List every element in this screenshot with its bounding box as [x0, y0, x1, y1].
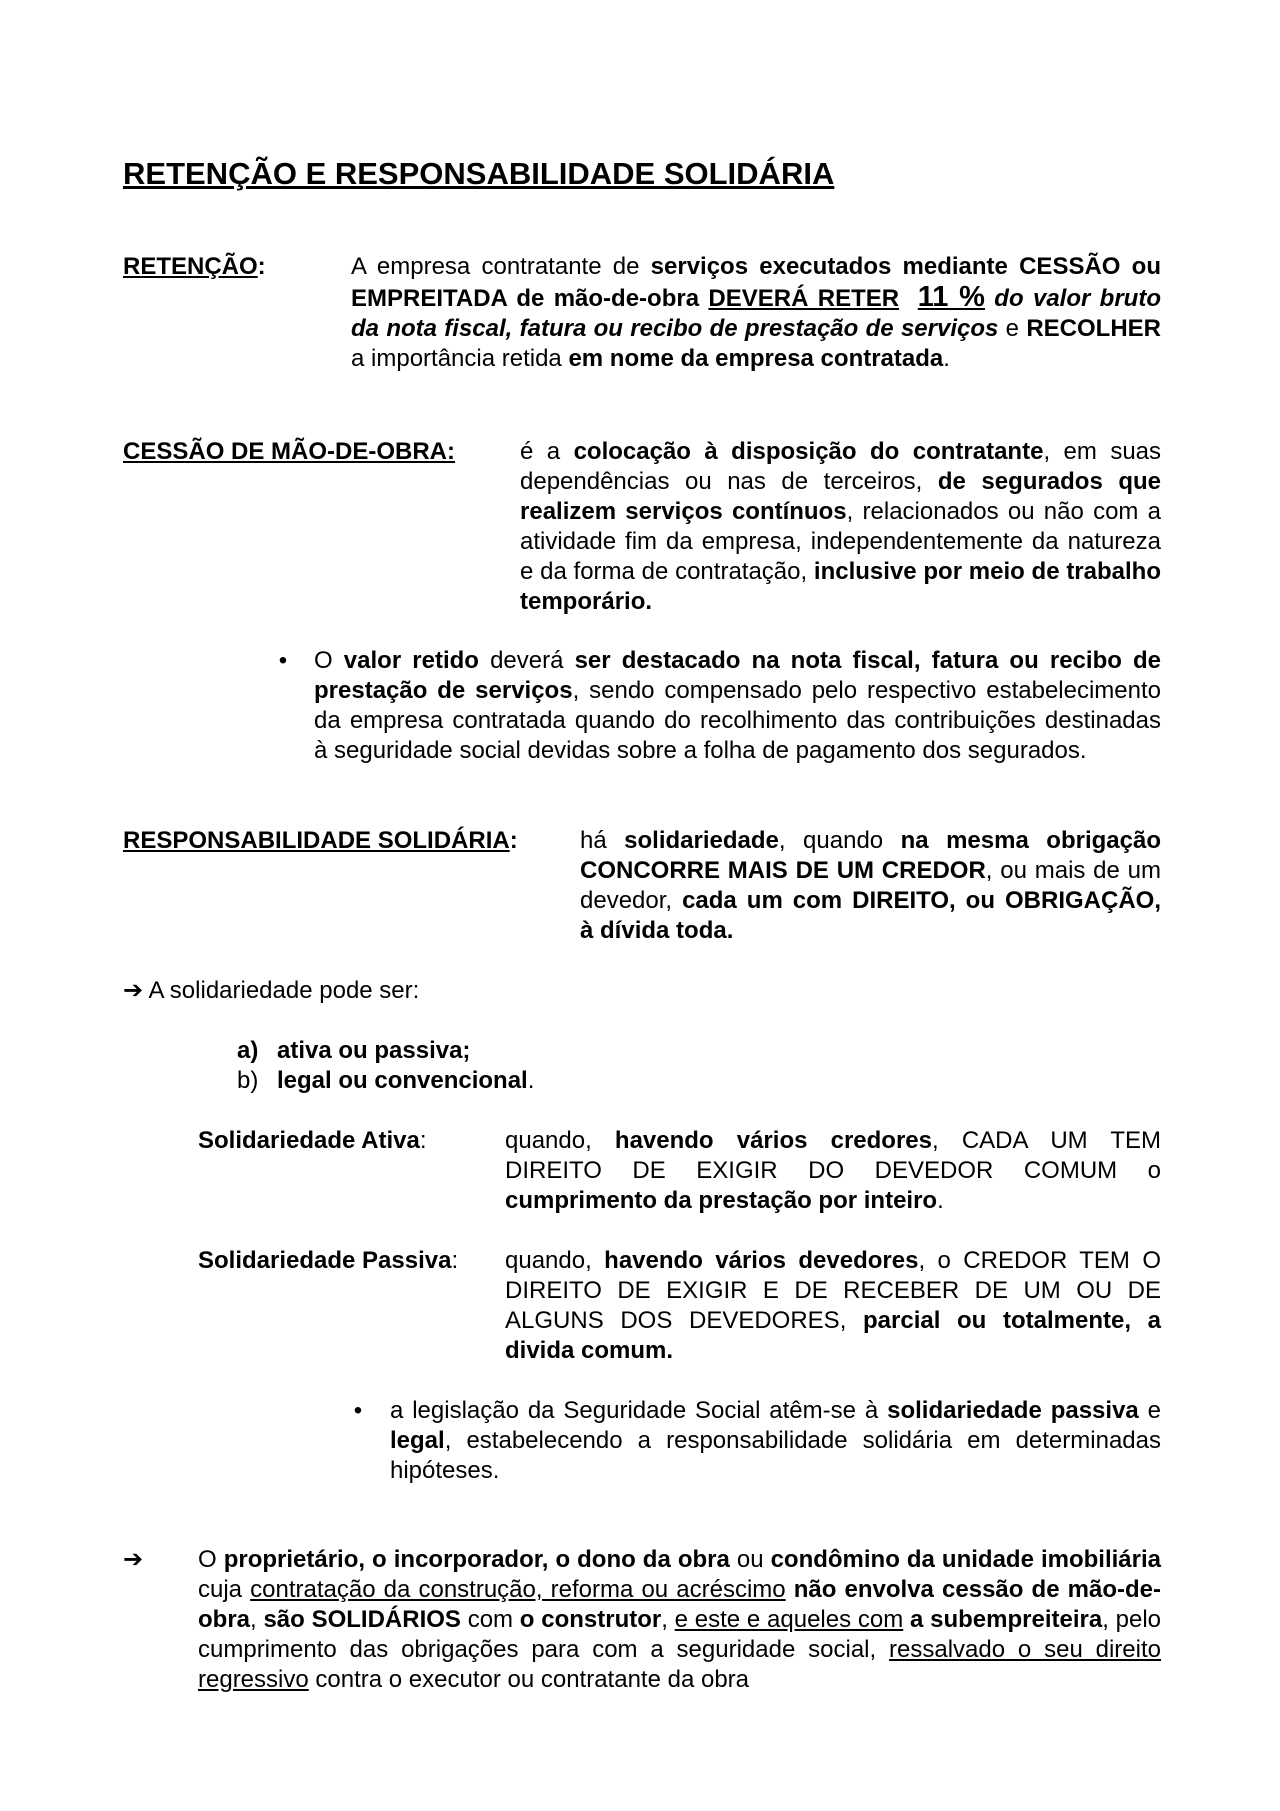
ativa-label: Solidariedade Ativa:	[198, 1127, 427, 1154]
proprietario-paragraph: O proprietário, o incorporador, o dono da obra ou condômino da unidade imobiliária cuja contratação da construção, reforma ou acréscimo não envolva cessão de mão-de-obra, são SOLIDÁRIOS com o construtor, e este e aqueles com a subempreiteira, pelo cumprimento das obrigações para com a seguridade social, ressalvado o seu direito regressivo contra o executor ou contratante da obra	[198, 1546, 1161, 1693]
bullet-marker: •	[278, 647, 288, 674]
retencao-paragraph: A empresa contratante de serviços executados mediante CESSÃO ou EMPREITADA de mão-de-obra DEVERÁ RETER 11 % do valor bruto da nota fiscal, fatura ou recibo de prestação de serviços e RECOLHER a importância retida em nome da empresa contratada.	[351, 253, 1162, 372]
passiva-paragraph: quando, havendo vários devedores, o CREDOR TEM O DIREITO DE EXIGIR E DE RECEBER DE UM OU DE ALGUNS DOS DEVEDORES, parcial ou totalmente, a divida comum.	[505, 1247, 1162, 1364]
arrow-right-icon: ➔	[123, 1546, 144, 1573]
cessao-paragraph: é a colocação à disposição do contratante, em suas dependências ou nas de terceiros, de segurados que realizem serviços contínuos, relacionados ou não com a atividade fim da empresa, independentemente da natureza e da forma de contratação, inclusive por meio de trabalho temporário.	[520, 438, 1162, 615]
ativa-paragraph: quando, havendo vários credores, CADA UM TEM DIREITO DE EXIGIR DO DEVEDOR COMUM o cumprimento da prestação por inteiro.	[505, 1127, 1162, 1214]
passiva-label: Solidariedade Passiva:	[198, 1247, 459, 1274]
responsabilidade-paragraph: há solidariedade, quando na mesma obrigação CONCORRE MAIS DE UM CREDOR, ou mais de um devedor, cada um com DIREITO, ou OBRIGAÇÃO, à dívida toda.	[580, 827, 1161, 944]
page-title: RETENÇÃO E RESPONSABILIDADE SOLIDÁRIA	[123, 156, 835, 191]
retencao-label: RETENÇÃO:	[123, 253, 266, 280]
bullet-marker: •	[353, 1397, 363, 1424]
solidariedade-intro: ➔ A solidariedade pode ser:	[123, 977, 420, 1004]
list-item: a) ativa ou passiva;	[237, 1037, 471, 1064]
list-item: b) legal ou convencional.	[237, 1067, 535, 1094]
valor-retido-paragraph: O valor retido deverá ser destacado na nota fiscal, fatura ou recibo de prestação de serviços, sendo compensado pelo respectivo estabelecimento da empresa contratada quando do recolhimento das contribuições destinadas à seguridade social devidas sobre a folha de pagamento dos segurados.	[314, 647, 1162, 764]
retention-rate: 11 %	[917, 281, 985, 313]
arrow-right-icon: ➔	[123, 977, 144, 1004]
legislacao-paragraph: a legislação da Seguridade Social atêm-se à solidariedade passiva e legal, estabelecendo a responsabilidade solidária em determinadas hipóteses.	[390, 1397, 1161, 1484]
responsabilidade-label: RESPONSABILIDADE SOLIDÁRIA:	[123, 827, 518, 854]
cessao-label: CESSÃO DE MÃO-DE-OBRA:	[123, 438, 456, 465]
